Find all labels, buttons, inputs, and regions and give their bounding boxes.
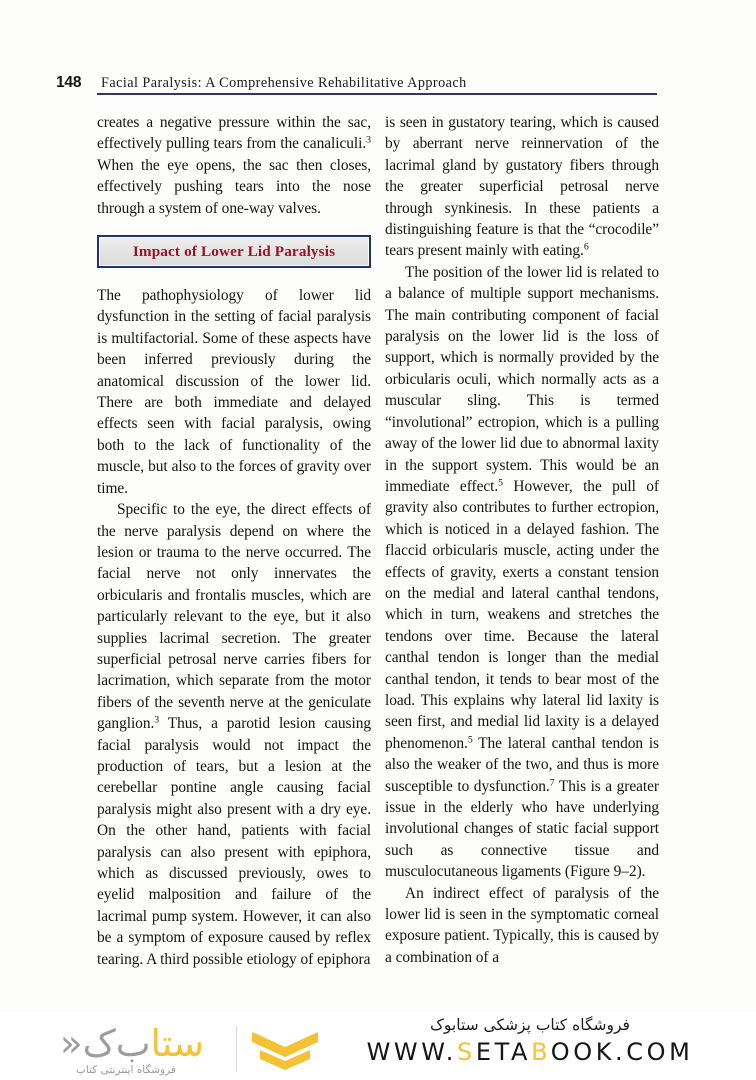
footer-tagline: فروشگاه کتاب پزشکی ستابوک bbox=[430, 1016, 630, 1034]
logo-word-gray: ب‌ک bbox=[82, 1022, 151, 1065]
footnote-marker: 5 bbox=[467, 734, 473, 746]
paragraph-text: Specific to the eye, the direct effects of the nerve paralysis depend on where the lesion or trauma to the nerve occurred. The facial nerve not only innervates the orbicularis and frontalis muscles, which are particularly relevant to the eye, but it also supplies lacrimal secretion. The greater superficial petrosal nerve carries fibers for lacrimation, which separate from the motor fibers of the seventh nerve at the geniculate ganglion. bbox=[97, 501, 371, 733]
logo-wordmark bbox=[60, 1022, 204, 1065]
footnote-marker: 6 bbox=[583, 242, 589, 254]
setabook-logo[interactable] bbox=[40, 1018, 340, 1078]
paragraph-text-cont: However, the pull of gravity also contributes to further ectropion, which is noticed in a delayed fashion. The flaccid orbicularis muscle, acting under the effects of gravity, exerts a constant tension on the medial and lateral canthal tendons, which in turn, weakens and stretches the tendons over time. Because the lateral canthal tendon is longer than the medial canthal tendon, it tends to bear most of the load. This explains why lateral lid laxity is seen first, and medial lid laxity is a delayed phenomenon. bbox=[385, 477, 659, 752]
body-columns bbox=[97, 112, 659, 992]
paragraph bbox=[97, 499, 371, 970]
paragraph-text: The pathophysiology of lower lid dysfunction in the setting of facial paralysis is multifactorial. Some of these aspects have been inferred previously during the anatomical discussion of the lower lid. There are both immediate and delayed effects seen with facial paralysis, owing both to the lack of functionality of the muscle, but also to the forces of gravity over time. bbox=[97, 287, 371, 497]
url-part: WWW. bbox=[366, 1038, 458, 1066]
url-part: ETA bbox=[475, 1038, 532, 1066]
paragraph-text-cont: Thus, a parotid lesion causing facial paralysis would not impact the production of tears, but a lesion at the cerebellar pontine angle causing facial paralysis might also present with a dry eye. On the other hand, patients with facial paralysis can also present with epiphora, which as discussed previously, owes to eyelid malposition and failure of the lacrimal pump system. However, it can also be a symptom of exposure caused by reflex tearing. A third possible etiology of epiphora bbox=[97, 715, 371, 968]
logo-chevron-glyph: « bbox=[60, 1022, 83, 1065]
logo-word-yellow: ستا bbox=[150, 1022, 205, 1065]
column-right bbox=[385, 112, 659, 992]
paragraph-text: An indirect effect of paralysis of the lower lid is seen in the symptomatic corneal exposure patient. Typically, this is caused by a combination of a bbox=[385, 884, 659, 966]
footnote-marker: 5 bbox=[498, 477, 504, 489]
double-chevron-down-icon bbox=[250, 1030, 320, 1072]
logo-divider bbox=[236, 1026, 237, 1072]
url-part-accent: B bbox=[531, 1038, 551, 1066]
footnote-marker: 7 bbox=[549, 777, 555, 789]
running-head bbox=[56, 62, 656, 92]
paragraph-text-cont: The lateral canthal tendon is also the weaker of the two, and thus is more susceptible to dysfunction. bbox=[385, 734, 659, 795]
book-title: Facial Paralysis: A Comprehensive Rehabilitative Approach bbox=[101, 75, 467, 91]
url-part-accent: S bbox=[457, 1038, 476, 1066]
logo-mark bbox=[40, 1020, 220, 1076]
column-left bbox=[97, 112, 371, 992]
page-number: 148 bbox=[56, 74, 82, 91]
logo-subtitle: فروشگاه اینترنتی کتاب bbox=[76, 1064, 176, 1076]
paragraph bbox=[385, 262, 659, 883]
paragraph-text: is seen in gustatory tearing, which is caused by aberrant nerve reinnervation of the lacrimal gland by gustatory fibers through the greater superficial petrosal nerve through synkinesis. In these patients a distinguishing feature is that the “crocodile” tears present mainly with eating. bbox=[385, 114, 659, 260]
paragraph-text-cont: This is a greater issue in the elderly who have underlying involutional changes of static facial support such as connective tissue and musculocutaneous ligaments (Figure 9–2). bbox=[385, 777, 659, 881]
paragraph-text: The position of the lower lid is related to a balance of multiple support mechanisms. The main contributing component of facial paralysis on the lower lid is the loss of support, which is normally provided by the orbicularis oculi, which normally acts as a muscular sling. This is termed “involutional” ectropion, which is a pulling away of the lower lid due to abnormal laxity in the support system. This would be an immediate effect. bbox=[385, 263, 659, 495]
footer-text-block bbox=[330, 1016, 730, 1066]
section-heading-box bbox=[97, 235, 371, 268]
paragraph bbox=[97, 112, 371, 219]
paragraph bbox=[385, 112, 659, 262]
footnote-marker: 3 bbox=[154, 714, 160, 726]
paragraph bbox=[97, 285, 371, 499]
footer-watermark-banner bbox=[0, 1012, 756, 1080]
section-heading-label: Impact of Lower Lid Paralysis bbox=[132, 242, 336, 260]
header-rule bbox=[97, 93, 657, 95]
footer-url[interactable] bbox=[330, 1038, 730, 1066]
footnote-marker: 3 bbox=[366, 135, 371, 147]
paragraph-text: creates a negative pressure within the sac, effectively pulling tears from the canaliculi. bbox=[97, 114, 371, 153]
paragraph bbox=[385, 883, 659, 969]
paragraph-text-cont: When the eye opens, the sac then closes, effectively pushing tears into the nose through a system of one-way valves. bbox=[97, 156, 371, 217]
url-part: OOK.COM bbox=[550, 1038, 694, 1066]
